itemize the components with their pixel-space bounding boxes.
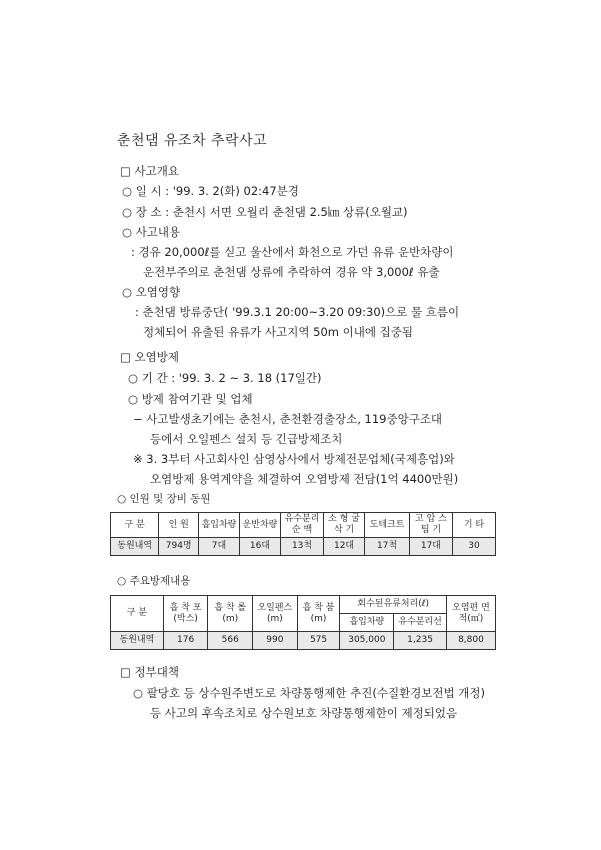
main-header-row-1	[111, 596, 496, 614]
data-cell: 16대	[239, 538, 280, 556]
header-cell: 구 분	[111, 513, 159, 538]
content-heading: ○ 사고내용	[122, 225, 181, 239]
header-cell: 흡입차량	[340, 614, 394, 632]
header-cell: 운반차량	[239, 513, 280, 538]
note-line-2: 오염방제 용역계약을 체결하여 오염방제 전담(1억 4400만원)	[150, 472, 459, 486]
prevention-heading: □ 오염방제	[120, 350, 179, 364]
government-heading: □ 정부대책	[120, 665, 179, 679]
overview-heading: □ 사고개요	[120, 164, 179, 178]
header-cell: 유수분리 순 백	[281, 513, 324, 538]
header-cell: 오일펜스 (m)	[253, 596, 298, 632]
header-cell: 구 분	[111, 596, 164, 632]
main-prevention-heading: ○ 주요방제내용	[117, 575, 191, 587]
header-cell: 흡 착 포 (박스)	[163, 596, 208, 632]
mobilization-heading: ○ 인원 및 장비 동원	[117, 493, 211, 505]
mobilization-table	[110, 512, 496, 556]
header-cell: 인 원	[159, 513, 199, 538]
header-cell: 흡입차량	[199, 513, 240, 538]
mobilization-header-row	[111, 513, 496, 538]
data-cell: 17대	[409, 538, 452, 556]
agencies-line-1: − 사고발생초기에는 춘천시, 춘천환경출장소, 119중앙구조대	[133, 412, 443, 426]
accident-location: ○ 장 소 : 춘천시 서면 오월리 춘천댐 2.5㎞ 상류(오월교)	[122, 205, 408, 219]
data-cell: 575	[297, 632, 340, 650]
agencies-heading: ○ 방제 참여기관 및 업체	[128, 392, 253, 406]
data-cell: 990	[253, 632, 298, 650]
impact-line-2: 정체되어 유출된 유류가 사고지역 50m 이내에 집중됨	[143, 325, 413, 339]
impact-heading: ○ 오염영향	[122, 285, 181, 299]
header-cell: 흡 착 붐 (m)	[297, 596, 340, 632]
prevention-period: ○ 기 간 : '99. 3. 2 ~ 3. 18 (17일간)	[128, 371, 322, 385]
header-cell: 도테크트	[365, 513, 410, 538]
mobilization-data-row	[111, 538, 496, 556]
header-cell: 소 형 굴 삭 기	[324, 513, 365, 538]
data-cell: 동원내역	[111, 538, 159, 556]
data-cell: 8,800	[446, 632, 495, 650]
data-cell: 566	[208, 632, 253, 650]
main-data-row	[111, 632, 496, 650]
data-cell: 7대	[199, 538, 240, 556]
data-cell: 794명	[159, 538, 199, 556]
accident-date: ○ 일 시 : '99. 3. 2(화) 02:47분경	[122, 184, 299, 198]
data-cell: 12대	[324, 538, 365, 556]
main-prevention-table	[110, 595, 496, 650]
impact-line-1: : 춘천댐 방류중단( '99.3.1 20:00~3.20 09:30)으로 물 흐름이	[135, 305, 460, 319]
data-cell: 1,235	[394, 632, 447, 650]
note-line-1: ※ 3. 3부터 사고회사인 삼영상사에서 방제전문업체(국제흥업)와	[133, 452, 455, 466]
government-line-1: ○ 팔당호 등 상수원주변도로 차량통행제한 추진(수질환경보전법 개정)	[133, 686, 485, 700]
content-line-1: : 경유 20,000ℓ를 싣고 울산에서 화천으로 가던 유류 운반차량이	[131, 245, 454, 259]
data-cell: 17척	[365, 538, 410, 556]
data-cell: 동원내역	[111, 632, 164, 650]
government-line-2: 등 사고의 후속조치로 상수원보호 차량통행제한이 제정되었음	[150, 706, 458, 720]
content-line-2: 운전부주의로 춘천댐 상류에 추락하여 경유 약 3,000ℓ 유출	[143, 265, 440, 279]
header-cell: 회수된유류처리(ℓ)	[340, 596, 446, 614]
data-cell: 13척	[281, 538, 324, 556]
header-cell: 고 압 스 팀 기	[409, 513, 452, 538]
header-cell: 흡 착 롤 (m)	[208, 596, 253, 632]
data-cell: 30	[452, 538, 495, 556]
data-cell: 305,000	[340, 632, 394, 650]
header-cell: 오염편 면적(㎡)	[446, 596, 495, 632]
agencies-line-2: 등에서 오일펜스 설치 등 긴급방제조치	[150, 432, 343, 446]
header-cell: 유수분리선	[394, 614, 447, 632]
header-cell: 기 타	[452, 513, 495, 538]
data-cell: 176	[163, 632, 208, 650]
document-title: 춘천댐 유조차 추락사고	[117, 133, 268, 149]
